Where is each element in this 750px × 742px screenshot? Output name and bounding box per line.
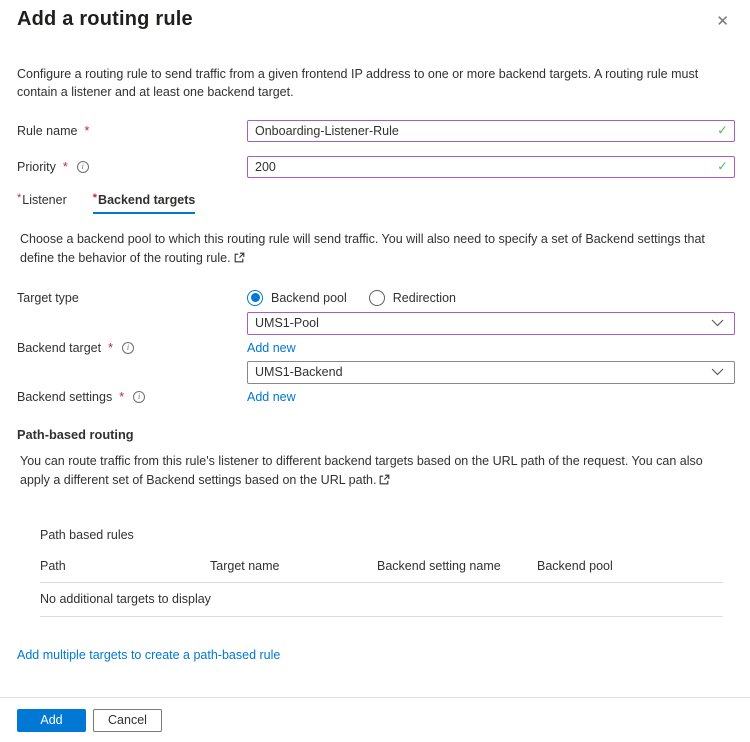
path-based-rules-table <box>40 528 723 617</box>
target-type-radio-group <box>247 290 735 306</box>
rule-name-input[interactable] <box>247 120 735 142</box>
dialog-description: Configure a routing rule to send traffic from a given frontend IP address to one or more backend targets. A routing rule must contain a listener and at least one backend target. <box>17 67 699 100</box>
column-header-backend-pool: Backend pool <box>537 559 613 574</box>
target-type-row <box>17 290 735 306</box>
radio-selected-icon <box>247 290 263 306</box>
add-new-backend-pool-link[interactable]: Add new <box>247 340 296 355</box>
chevron-down-icon <box>711 319 724 327</box>
tab-backend-targets[interactable]: * Backend targets <box>93 193 196 214</box>
add-button[interactable]: Add <box>17 709 86 732</box>
target-type-label: Target type <box>17 290 79 305</box>
valid-check-icon: ✓ <box>717 122 728 138</box>
table-divider <box>40 616 723 617</box>
dialog-footer <box>0 697 750 742</box>
required-asterisk: * <box>62 160 68 175</box>
backend-settings-label: Backend settings * i <box>17 390 247 404</box>
add-new-backend-settings-link[interactable]: Add new <box>247 389 296 404</box>
required-asterisk: * <box>119 389 125 404</box>
table-header-row <box>40 559 723 582</box>
rule-name-row <box>17 120 735 142</box>
add-multiple-targets-link[interactable]: Add multiple targets to create a path-based rule <box>17 648 281 663</box>
priority-row <box>17 156 735 178</box>
external-link-icon[interactable] <box>234 250 245 269</box>
path-based-routing-description: You can route traffic from this rule's listener to different backend targets based on the URL path of the request. You can also apply a different set of Backend settings based on the URL path. <box>20 452 726 491</box>
backend-settings-dropdown[interactable]: UMS1-Backend <box>247 361 735 384</box>
column-header-target-name: Target name <box>210 559 280 574</box>
required-asterisk: * <box>84 124 90 139</box>
info-icon[interactable]: i <box>77 161 89 173</box>
priority-input[interactable] <box>247 156 735 178</box>
backend-target-dropdown[interactable]: UMS1-Pool <box>247 312 735 335</box>
info-icon[interactable]: i <box>133 391 145 403</box>
table-empty-message: No additional targets to display <box>40 592 211 607</box>
rule-name-label: Rule name * <box>17 124 90 139</box>
backend-section-description: Choose a backend pool to which this routing rule will send traffic. You will also need to specify a set of Backend settings that define the behavior of the routing rule. <box>20 230 726 269</box>
column-header-path: Path <box>40 559 66 574</box>
chevron-down-icon <box>711 368 724 376</box>
tab-listener[interactable]: * Listener <box>17 192 67 208</box>
backend-target-label: Backend target * i <box>17 341 247 355</box>
path-based-rules-label: Path based rules <box>40 528 134 543</box>
required-asterisk: * <box>92 192 98 205</box>
external-link-icon[interactable] <box>379 472 390 491</box>
close-icon[interactable]: ✕ <box>710 10 735 33</box>
column-header-backend-setting-name: Backend setting name <box>377 559 501 574</box>
required-asterisk: * <box>108 340 113 355</box>
backend-target-fields <box>17 312 735 406</box>
radio-unselected-icon <box>369 290 385 306</box>
path-based-routing-heading: Path-based routing <box>17 426 134 442</box>
tab-bar <box>17 193 735 214</box>
radio-backend-pool[interactable]: Backend pool <box>247 290 347 306</box>
valid-check-icon: ✓ <box>717 158 728 174</box>
required-asterisk: * <box>17 192 22 205</box>
info-icon[interactable]: i <box>122 342 134 354</box>
priority-label: Priority * i <box>17 160 247 174</box>
dialog-header <box>17 8 735 33</box>
page-title: Add a routing rule <box>17 8 193 30</box>
cancel-button[interactable]: Cancel <box>93 709 162 732</box>
radio-redirection[interactable]: Redirection <box>369 290 456 306</box>
